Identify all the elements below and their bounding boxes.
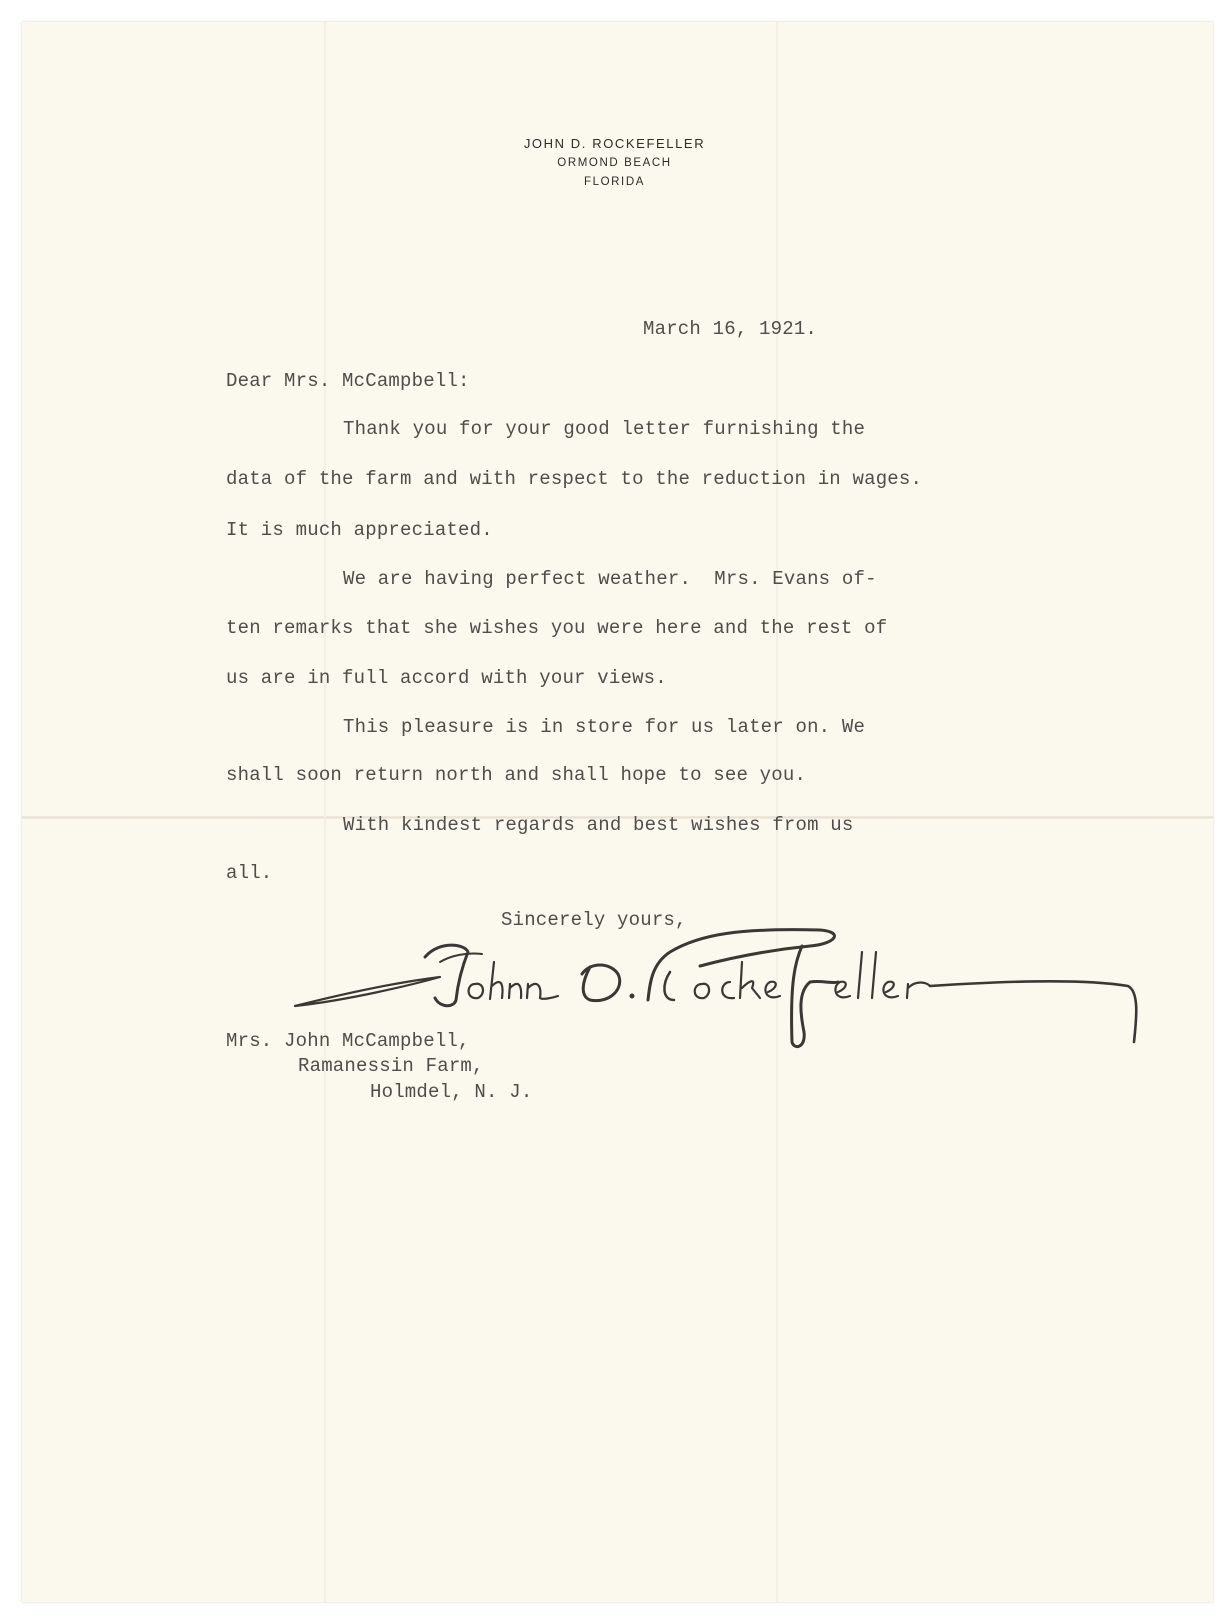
salutation: Dear Mrs. McCampbell: [226, 370, 470, 392]
letterhead-state: FLORIDA [583, 176, 646, 188]
letter-paper [22, 22, 1213, 1602]
body-line: It is much appreciated. [226, 519, 493, 541]
body-line: ten remarks that she wishes you were here and the rest of [226, 617, 888, 639]
body-line: data of the farm and with respect to the reduction in wages. [226, 468, 923, 490]
body-line: us are in full accord with your views. [226, 667, 667, 689]
letterhead-place: ORMOND BEACH [557, 157, 672, 169]
body-line: shall soon return north and shall hope to see you. [226, 764, 807, 786]
closing: Sincerely yours, [501, 909, 687, 931]
vertical-fold-crease-left [324, 22, 326, 1602]
address-line: Holmdel, N. J. [370, 1081, 533, 1103]
body-line: all. [226, 862, 273, 884]
body-line: With kindest regards and best wishes from us [343, 814, 854, 836]
body-line: We are having perfect weather. Mrs. Evans of- [343, 568, 877, 590]
body-line: Thank you for your good letter furnishing the [343, 418, 866, 440]
address-line: Ramanessin Farm, [298, 1055, 484, 1077]
body-line: This pleasure is in store for us later on. We [343, 716, 866, 738]
letterhead-name: JOHN D. ROCKEFELLER [523, 136, 706, 151]
vertical-fold-crease-right [776, 22, 778, 1602]
letter-date: March 16, 1921. [643, 318, 818, 340]
address-line: Mrs. John McCampbell, [226, 1030, 470, 1052]
